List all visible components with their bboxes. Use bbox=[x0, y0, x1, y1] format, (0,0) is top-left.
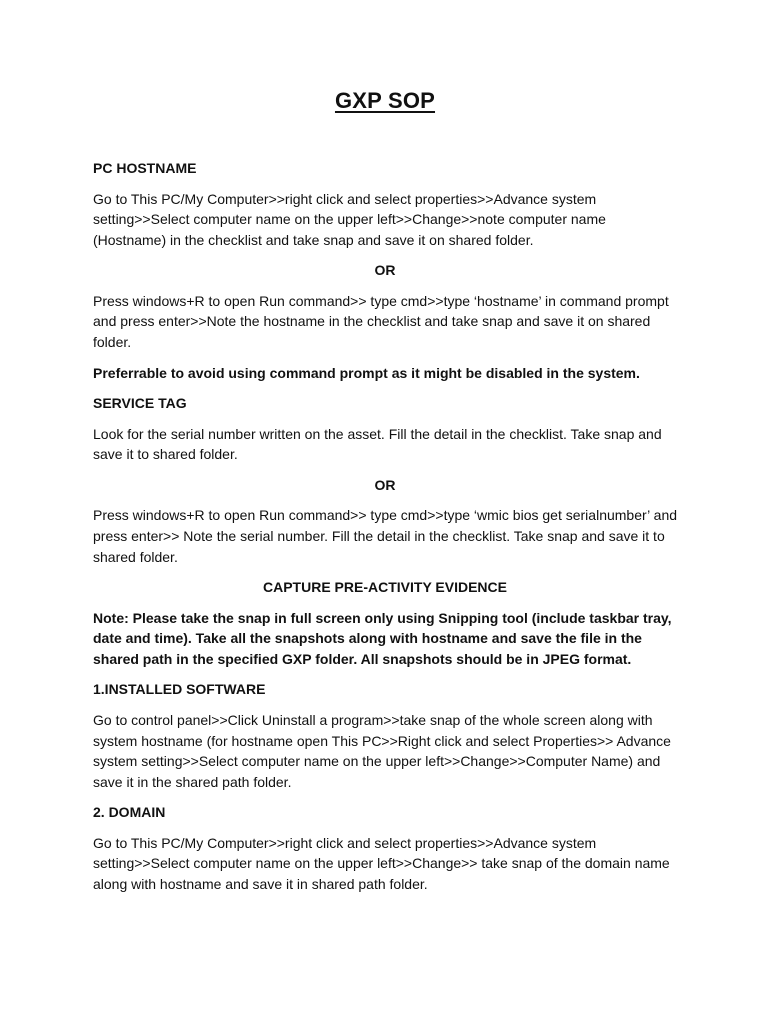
installed-software-heading: 1.INSTALLED SOFTWARE bbox=[93, 681, 266, 698]
pc-hostname-paragraph-2: Press windows+R to open Run command>> type cmd>>type ‘hostname’ in command prompt and press enter>>Note the hostname in the checklist and take snap and save it on shared folder. bbox=[93, 292, 669, 350]
service-tag-heading: SERVICE TAG bbox=[93, 395, 187, 412]
domain-paragraph: Go to This PC/My Computer>>right click and select properties>>Advance system setting>>Select computer name on the upper left>>Change>> take snap of the domain name along with hostname and save it in shared path folder. bbox=[93, 834, 670, 892]
pc-hostname-heading: PC HOSTNAME bbox=[93, 160, 197, 176]
or-separator-1: OR bbox=[374, 262, 396, 279]
document-page bbox=[93, 86, 677, 905]
domain-heading: 2. DOMAIN bbox=[93, 804, 166, 821]
capture-evidence-note: Note: Please take the snap in full screen only using Snipping tool (include taskbar tray, date and time). Take all the snapshots along with hostname and save the file in the shared path in the specified GXP folder. All snapshots should be in JPEG format. bbox=[93, 609, 672, 667]
capture-evidence-heading: CAPTURE PRE-ACTIVITY EVIDENCE bbox=[263, 579, 507, 596]
installed-software-paragraph: Go to control panel>>Click Uninstall a program>>take snap of the whole screen along with system hostname (for hostname open This PC>>Right click and select Properties>> Advance system setting>>Select computer name on the upper left>>Change>>Computer Name) and save it in the shared path folder. bbox=[93, 711, 671, 790]
or-separator-2: OR bbox=[374, 476, 396, 493]
document-title: GXP SOP bbox=[334, 88, 436, 113]
preferable-note: Preferrable to avoid using command prompt as it might be disabled in the system. bbox=[93, 364, 640, 381]
service-tag-paragraph-1: Look for the serial number written on the asset. Fill the detail in the checklist. Take snap and save it to shared folder. bbox=[93, 425, 662, 463]
pc-hostname-paragraph-1: Go to This PC/My Computer>>right click and select properties>>Advance system setting>>Select computer name on the upper left>>Change>>note computer name (Hostname) in the checklist and take snap and save it on shared folder. bbox=[93, 190, 606, 248]
service-tag-paragraph-2: Press windows+R to open Run command>> type cmd>>type ‘wmic bios get serialnumber’ and press enter>> Note the serial number. Fill the detail in the checklist. Take snap and save it to shared folder. bbox=[93, 507, 678, 565]
